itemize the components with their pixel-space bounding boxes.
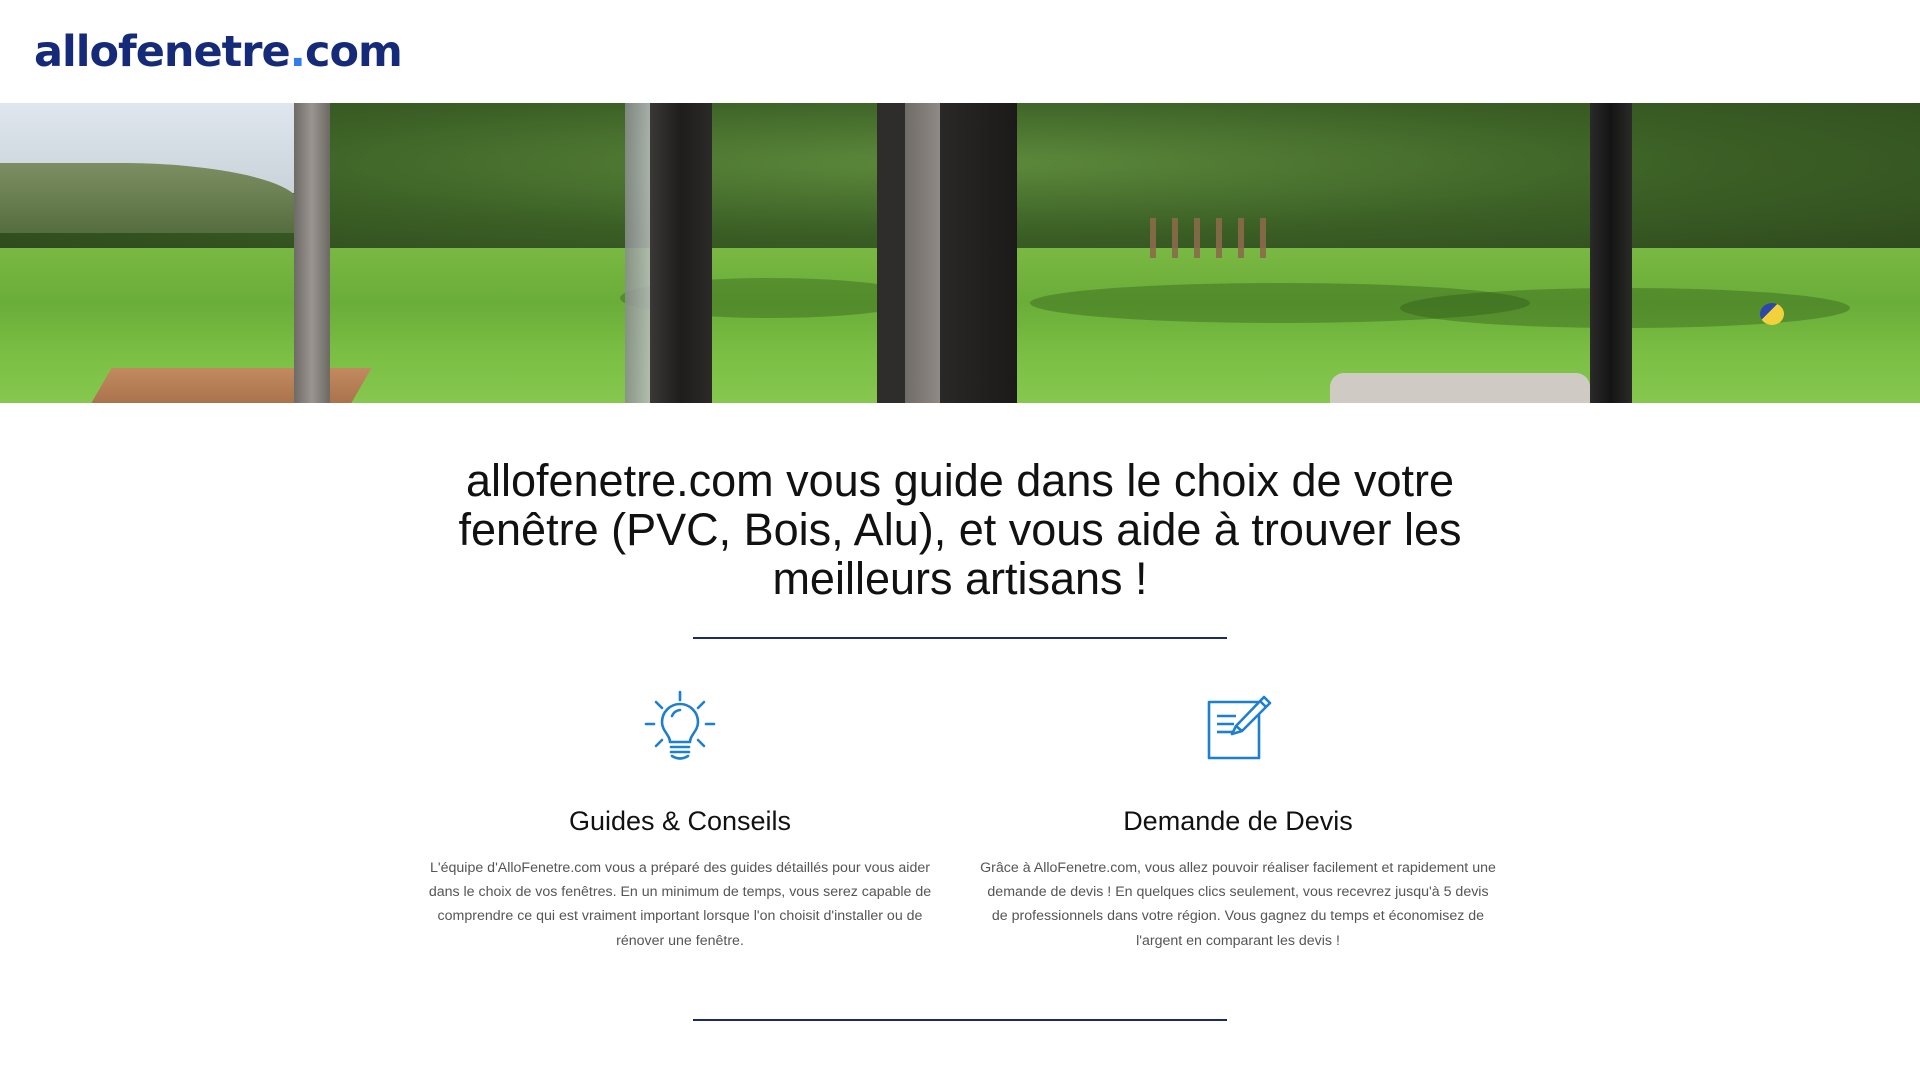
feature-text: L'équipe d'AlloFenetre.com vous a préparé des guides détaillés pour vous aider dans le choix de vos fenêtres. En un minimum de temps, vous serez capable de comprendre ce qui est vraiment important lorsque l'on choisit d'installer ou de rénover une fenêtre. bbox=[428, 860, 932, 949]
hero-image bbox=[0, 103, 1920, 403]
feature-title: Guides & Conseils bbox=[568, 806, 792, 836]
window-frame bbox=[625, 103, 650, 403]
feature-guides bbox=[420, 690, 940, 953]
hero-sofa bbox=[1330, 373, 1590, 403]
window-frame bbox=[294, 103, 330, 403]
edit-document-icon bbox=[1202, 690, 1274, 762]
logo-tld: com bbox=[304, 27, 402, 77]
window-frame bbox=[650, 103, 712, 403]
page-headline: allofenetre.com vous guide dans le choix de votre fenêtre (PVC, Bois, Alu), et vous aide à trouver les meilleurs artisans ! bbox=[458, 455, 1462, 604]
lightbulb-icon bbox=[644, 690, 716, 762]
hero-garden-chairs bbox=[1150, 218, 1280, 258]
hero-ball bbox=[1760, 303, 1784, 325]
site-logo[interactable] bbox=[34, 24, 402, 80]
logo-main: allofenetre bbox=[34, 27, 290, 77]
divider-bottom bbox=[693, 1019, 1227, 1021]
window-frame bbox=[1590, 103, 1632, 403]
divider-top bbox=[693, 637, 1227, 639]
feature-text: Grâce à AlloFenetre.com, vous allez pouvoir réaliser facilement et rapidement une demande de devis ! En quelques clics seulement, vous recevrez jusqu'à 5 devis de professionnels dans votre région. Vous gagnez du temps et économisez de l'argent en comparant les devis ! bbox=[980, 860, 1496, 949]
logo-dot: . bbox=[289, 27, 305, 77]
window-frame bbox=[877, 103, 1017, 403]
feature-title: Demande de Devis bbox=[1123, 806, 1353, 836]
feature-quote-request bbox=[978, 690, 1498, 953]
site-header bbox=[0, 0, 1920, 103]
